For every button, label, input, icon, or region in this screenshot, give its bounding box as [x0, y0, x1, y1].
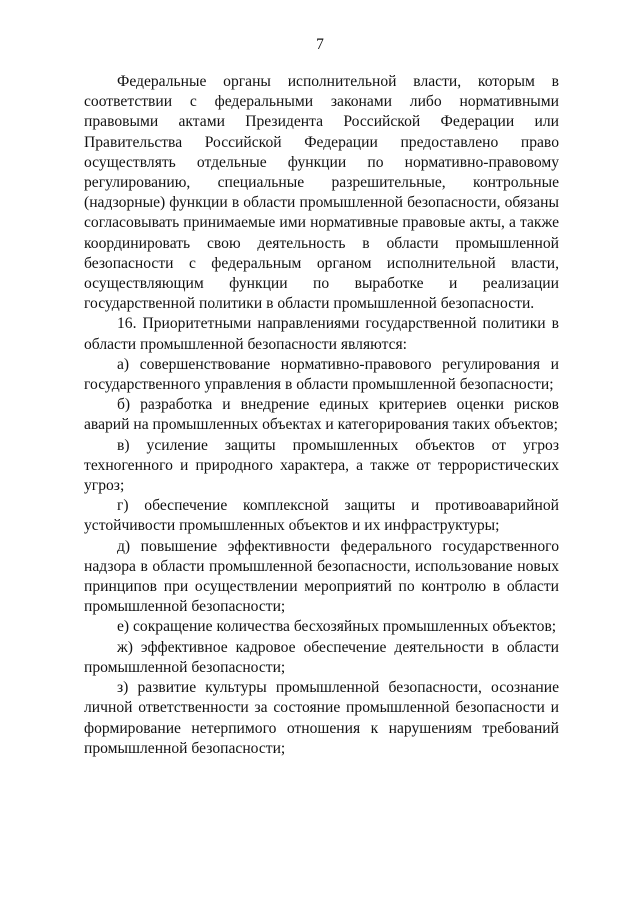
list-item-z: з) развитие культуры промышленной безопасности, осознание личной ответственности за состояние промышленной безопасности и формирование нетерпимого отношения к нарушениям требований промышленной безопасности;	[84, 679, 559, 757]
list-item-e: е) сокращение количества бесхозяйных промышленных объектов;	[117, 618, 557, 636]
paragraph-item-16: 16. Приоритетными направлениями государственной политики в области промышленной безопасности являются:	[84, 315, 559, 353]
list-item-a: а) совершенствование нормативно-правового регулирования и государственного управления в области промышленной безопасности;	[84, 355, 559, 394]
list-item-v: в) усиление защиты промышленных объектов от угроз техногенного и природного характера, а также от террористических угроз;	[84, 436, 559, 495]
page-number: 7	[316, 36, 324, 53]
list-item-d: д) повышение эффективности федерального государственного надзора в области промышленной безопасности, использование новых принципов при осуществлении мероприятий по контролю в области промышленной безопасности;	[84, 537, 559, 616]
paragraph-federal-bodies: Федеральные органы исполнительной власти, которым в соответствии с федеральными законами либо нормативными правовыми актами Президента Российской Федерации или Правительства Российской Федерации предоставлено право осуществлять отдельные функции по нормативно-правовому регулированию, специальные разрешительные, контрольные (надзорные) функции в области промышленной безопасности, обязаны согласовывать принимаемые ими нормативные правовые акты, а также координировать свою деятельность в области промышленной безопасности с федеральным органом исполнительной власти, осуществляющим функции по выработке и реализации государственной политики в области промышленной безопасности.	[84, 73, 559, 313]
document-body	[84, 72, 559, 759]
list-item-g: г) обеспечение комплексной защиты и противоаварийной устойчивости промышленных объектов и их инфраструктуры;	[84, 497, 559, 535]
list-item-b: б) разработка и внедрение единых критериев оценки рисков аварий на промышленных объектах и категорирования таких объектов;	[84, 396, 559, 434]
list-item-zh: ж) эффективное кадровое обеспечение деятельности в области промышленной безопасности;	[84, 638, 559, 676]
